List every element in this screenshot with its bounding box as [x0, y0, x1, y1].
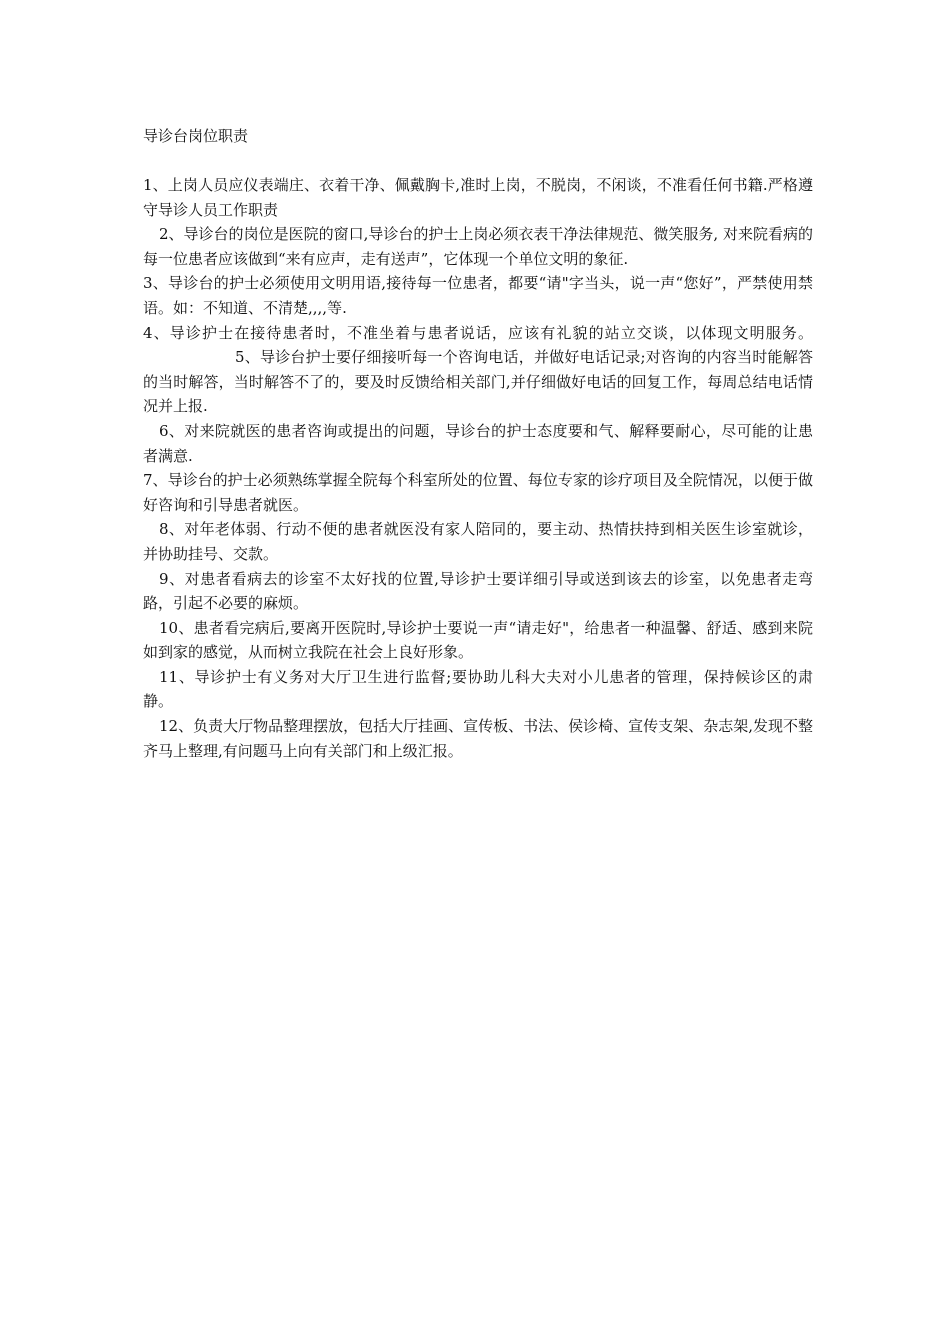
duty-item-1 — [143, 173, 813, 222]
duty-text-3: 3、导诊台的护士必须使用文明用语,接待每一位患者，都要“请"字当头，说一声“您好”，严禁使用禁语。如：不知道、不清楚,,,,等. — [143, 274, 813, 317]
duty-item-3 — [143, 271, 813, 320]
duty-item-4-5 — [143, 321, 813, 419]
duty-text-8: 8、对年老体弱、行动不便的患者就医没有家人陪同的，要主动、热情扶持到相关医生诊室就诊，并协助挂号、交款。 — [143, 520, 813, 563]
duty-item-2 — [143, 222, 813, 271]
document-body — [143, 124, 813, 763]
duty-text-11: 11、导诊护士有义务对大厅卫生进行监督;要协助儿科大夫对小儿患者的管理，保持候诊区的肃静。 — [143, 667, 813, 711]
duty-text-1: 1、上岗人员应仪表端庄、衣着干净、佩戴胸卡,准时上岗，不脱岗，不闲谈，不准看任何书籍.严格遵守导诊人员工作职责 — [143, 176, 813, 219]
duty-item-12 — [143, 714, 813, 763]
duty-item-9 — [143, 567, 813, 616]
duty-text-7: 7、导诊台的护士必须熟练掌握全院每个科室所处的位置、每位专家的诊疗项目及全院情况，以便于做好咨询和引导患者就医。 — [143, 471, 813, 514]
duty-text-9: 9、对患者看病去的诊室不太好找的位置,导诊护士要详细引导或送到该去的诊室，以免患者走弯路，引起不必要的麻烦。 — [143, 569, 813, 613]
duty-item-7 — [143, 468, 813, 517]
duty-item-10 — [143, 616, 813, 665]
duty-text-2: 2、导诊台的岗位是医院的窗口,导诊台的护士上岗必须衣表干净法律规范、微笑服务, 对来院看病的每一位患者应该做到“来有应声，走有送声”，它体现一个单位文明的象征. — [143, 225, 813, 268]
duty-text-12: 12、负责大厅物品整理摆放，包括大厅挂画、宣传板、书法、侯诊椅、宣传支架、杂志架,发现不整齐马上整理,有问题马上向有关部门和上级汇报。 — [143, 717, 813, 760]
duty-text-6: 6、对来院就医的患者咨询或提出的问题，导诊台的护士态度要和气、解释要耐心，尽可能的让患者满意. — [143, 421, 813, 465]
duty-item-6 — [143, 419, 813, 468]
duty-item-8 — [143, 517, 813, 566]
duty-text-5: 5、导诊台护士要仔细接听每一个咨询电话，并做好电话记录;对咨询的内容当时能解答的当时解答，当时解答不了的，要及时反馈给相关部门,并仔细做好电话的回复工作，每周总结电话情况并上报. — [143, 348, 813, 416]
duty-item-11 — [143, 665, 813, 714]
duty-text-10: 10、患者看完病后,要离开医院时,导诊护士要说一声“请走好"，给患者一种温馨、舒适、感到来院如到家的感觉，从而树立我院在社会上良好形象。 — [143, 618, 813, 662]
duty-text-4: 4、导诊护士在接待患者时，不准坐着与患者说话，应该有礼貌的站立交谈，以体现文明服务。 — [143, 323, 813, 342]
document-title: 导诊台岗位职责 — [143, 127, 249, 145]
